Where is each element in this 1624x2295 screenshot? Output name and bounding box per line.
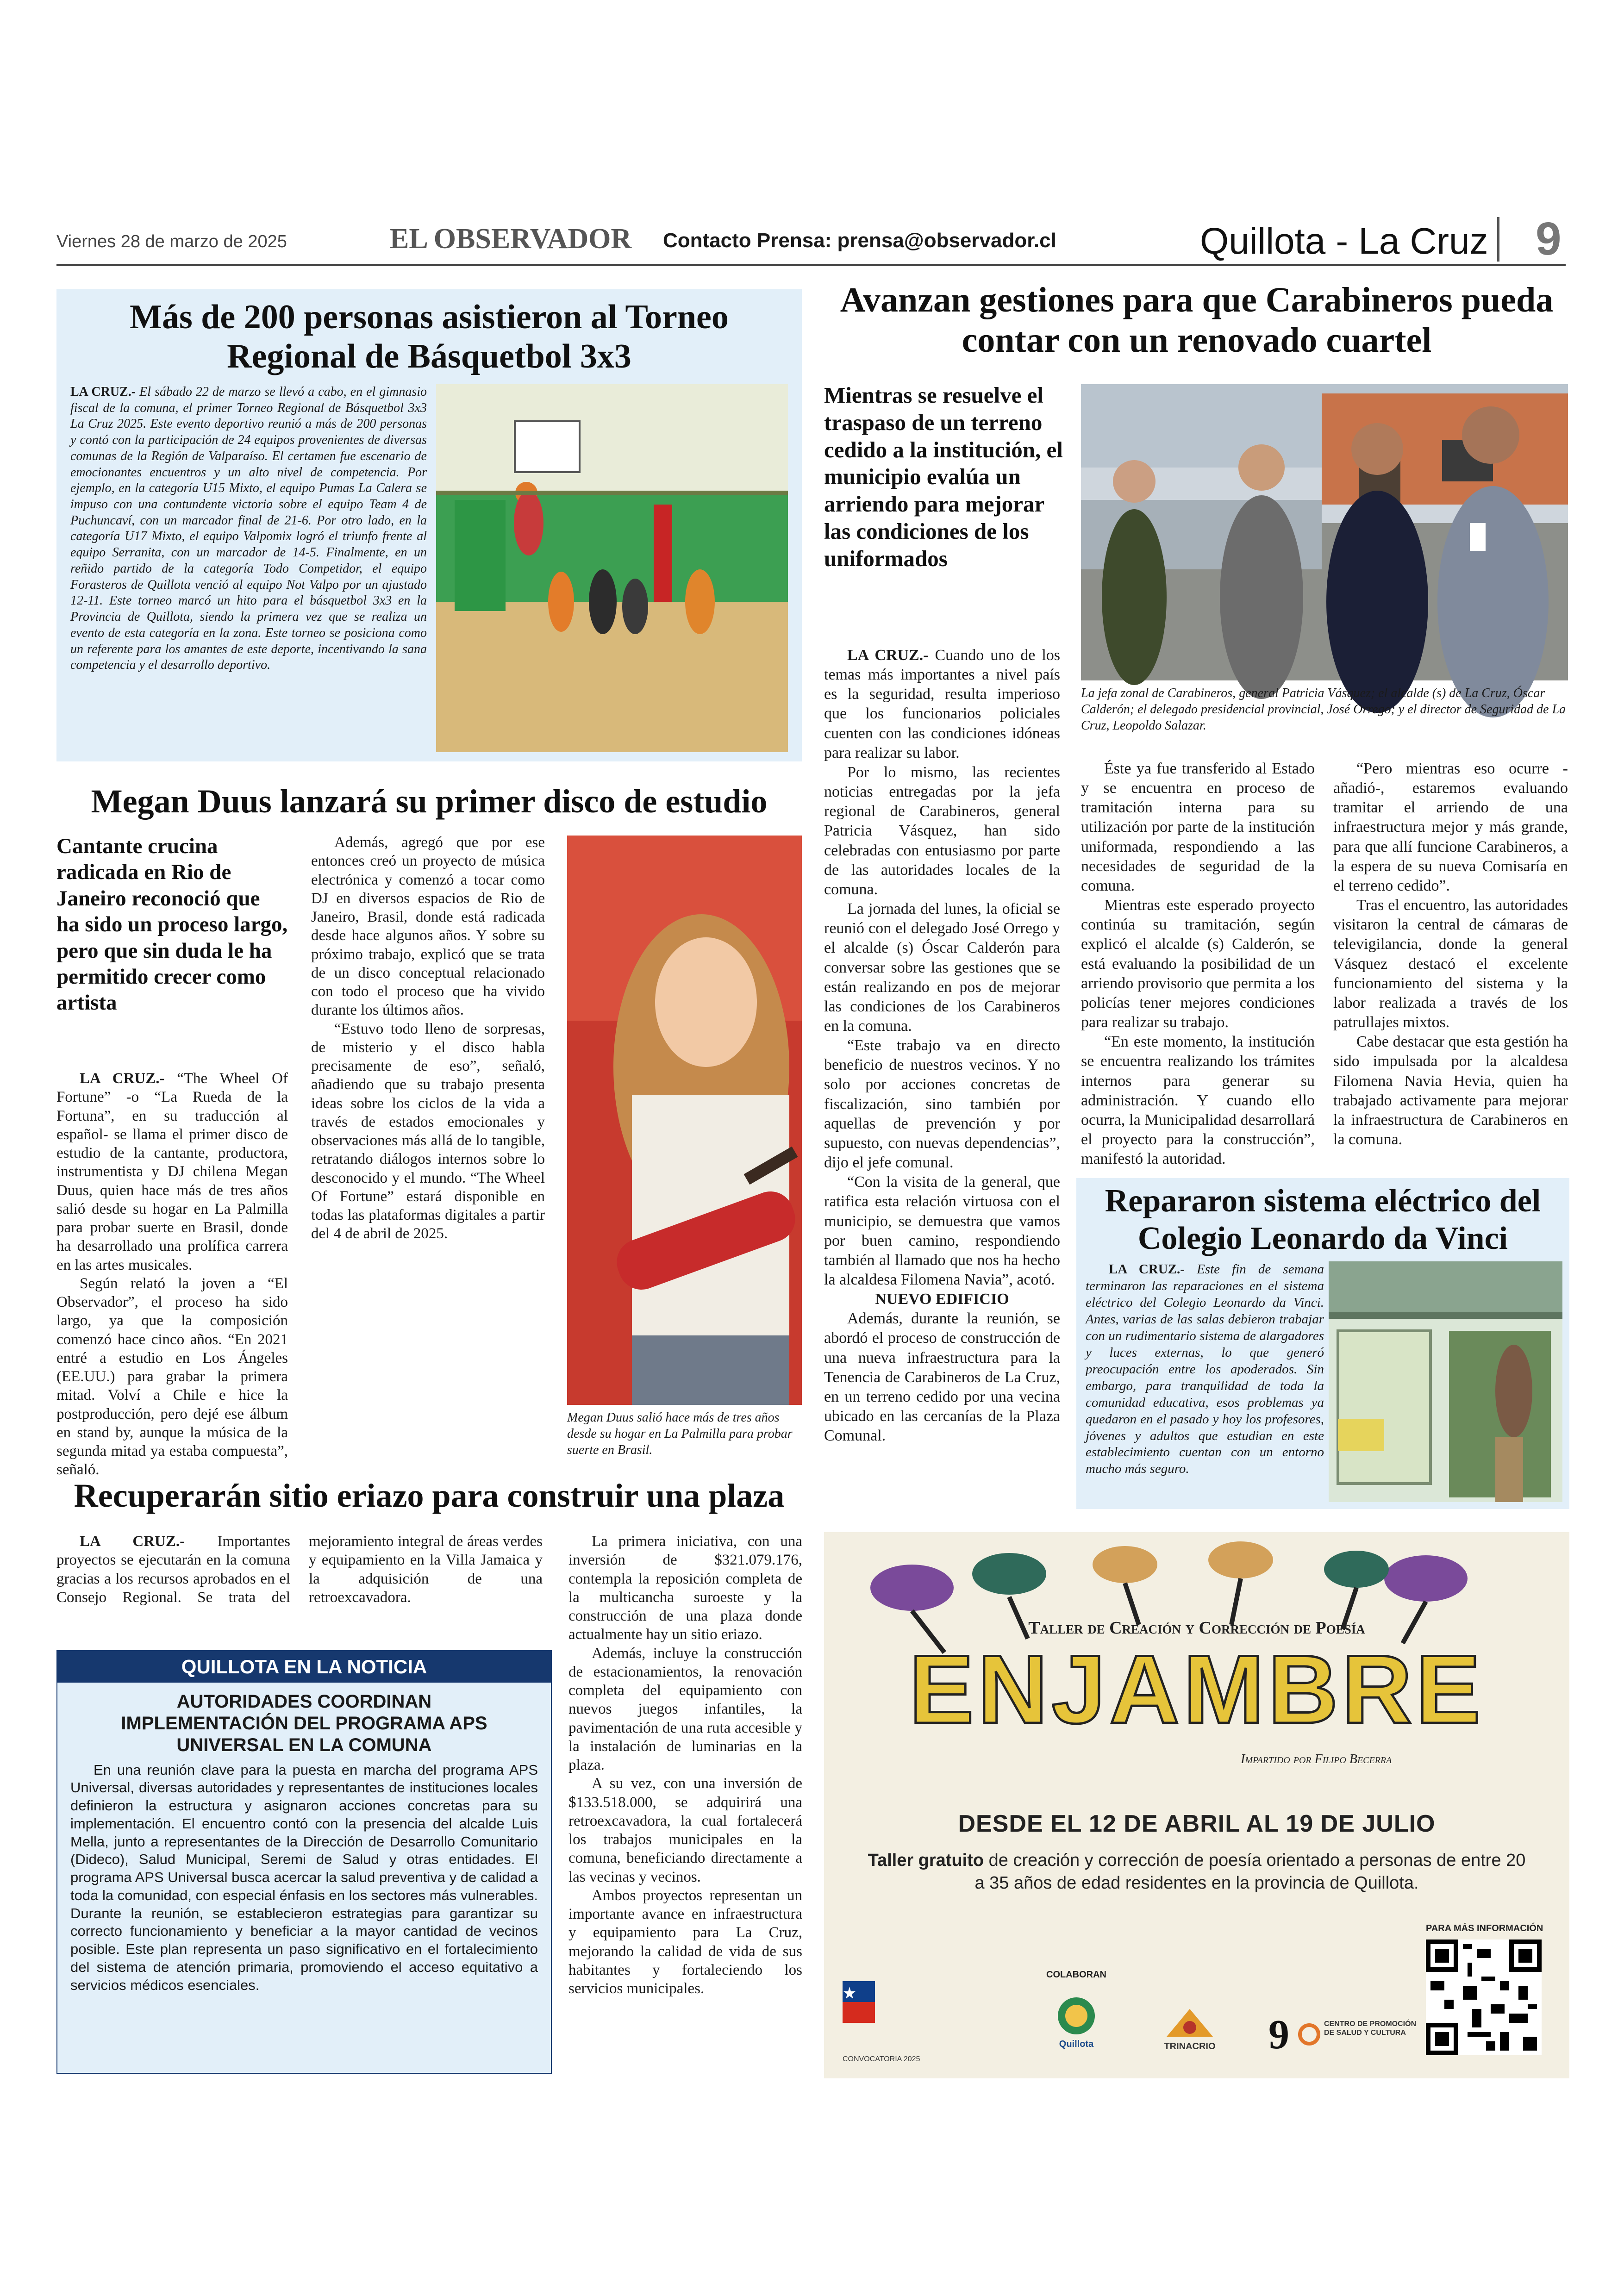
carab-headline: Avanzan gestiones para que Carabineros pueda contar con un renovado cuartel bbox=[840, 281, 1554, 360]
colegio-dateline: LA CRUZ.- bbox=[1109, 1262, 1185, 1277]
ad-description: Taller gratuito de creación y corrección de poesía orientado a personas de entre 20 a 35 años de edad residentes en la provincia de Quillota. bbox=[868, 1851, 1526, 1893]
svg-text:9: 9 bbox=[1268, 2012, 1289, 2058]
salud-cultura-logo: 9 CENTRO DE PROMOCIÓN DE SALUD Y CULTURA bbox=[1268, 2012, 1417, 2058]
basket-article bbox=[56, 289, 802, 761]
basket-dateline: LA CRUZ.- bbox=[70, 385, 136, 399]
header-divider bbox=[1497, 217, 1499, 262]
ministry-logo bbox=[843, 1981, 935, 2051]
qr-code bbox=[1426, 1940, 1542, 2055]
basket-headline: Más de 200 personas asistieron al Torneo Regional de Básquetbol 3x3 bbox=[130, 298, 729, 376]
trinacrio-logo: TRINACRIO bbox=[1148, 2007, 1231, 2052]
plaza-col-3: La primera iniciativa, con una inversión de $321.079.176, contempla la reposición completa de la multicancha suroeste y la construcción de una plaza donde actualmente hay un sitio eriazo. Además, incluye la construcción de estacionamientos, la renovación completa del equipamiento con nuevos juegos infantiles, la pavimentación de una ruta accesible y la instalación de luminarias en la plaza. A su vez, con una inversión de $133.518.000, se adquirirá una retroexcavadora, la cual fortalecerá los trabajos municipales en la comuna, beneficiando directamente a las vecinas y vecinos. Ambos proyectos representan un importante avance en infraestructura y equipamiento para La Cruz, mejorando la calidad de vida de sus habitantes y fortaleciendo los servicios municipales. bbox=[568, 1533, 802, 1997]
news-box-body: En una reunión clave para la puesta en marcha del programa APS Universal, diversas autoridades y representantes de instituciones locales definieron la estructura y asignaron acciones concretas para su implementación. El encuentro contó con la presencia del alcalde Luis Mella, junto a representantes de la Dirección de Desarrollo Comunitario (Dideco), Salud Municipal, Seremi de Salud y otras entidades. El programa APS Universal busca acercar la salud preventiva y de calidad a toda la comunidad, con especial énfasis en los sectores más vulnerables. Durante la reunión, se establecieron estrategias para garantizar su correcto funcionamiento y beneficiar a la mayor cantidad de vecinos posible. Este plan representa un paso significativo en el fortalecimiento del sistema de atención primaria, promoviendo el acceso equitativo a servicios médicos esenciales. bbox=[70, 1761, 538, 1993]
news-box-title: AUTORIDADES COORDINAN IMPLEMENTACIÓN DEL PROGRAMA APS UNIVERSAL EN LA COMUNA bbox=[121, 1691, 487, 1756]
colegio-photo bbox=[1329, 1261, 1562, 1502]
news-box-label: QUILLOTA EN LA NOTICIA bbox=[57, 1651, 551, 1683]
megan-col-1: LA CRUZ.- “The Wheel Of Fortune” -o “La Rueda de la Fortuna”, en su traducción al español- se llama el primer disco de estudio de la cantante, productora, instrumentista y DJ chilena Megan Duus, quien hace más de tres años salió desde su hogar en La Palmilla para probar suerte en Brasil, donde ha desarrollado una prolífica carrera en las artes musicales. Según relató la joven a “El Observador”, el proceso ha sido largo, ya que la composición comenzó hace cinco años. “En 2021 entré a estudio en Los Ángeles (EE.UU.) para grabar la primera mitad. Volví a Chile e hice la postproducción, pero dejé ese álbum en stand by, aunque la música de la segunda mitad ya estaba compuesta”, señaló. bbox=[56, 1070, 288, 1478]
newspaper-logo: EL OBSERVADOR bbox=[390, 223, 632, 255]
carab-subhead: NUEVO EDIFICIO bbox=[875, 1291, 1009, 1308]
enjambre-ad bbox=[824, 1532, 1569, 2078]
plaza-headline: Recuperarán sitio eriazo para construir una plaza bbox=[74, 1477, 785, 1514]
ad-collab-label: COLABORAN bbox=[1046, 1970, 1106, 1980]
carab-col-2: Éste ya fue transferido al Estado y se encuentra en proceso de tramitación interna para su utilización por parte de la institución uniformada, respondiendo a las necesidades de seguridad de la comuna. Mientras este esperado proyecto continúa su tramitación, según explicó el alcalde (s) Calderón, se está evaluando la posibilidad de un arriendo provisorio que permita a los policías tener mejores condiciones para realizar su trabajo. “En este momento, la institución se encuentra realizando los trámites internos para generar su administración. Y cuando ello ocurra, la Municipalidad desarrollará el proyecto para la construcción”, manifestó la autoridad. bbox=[1081, 760, 1315, 1168]
plaza-dateline: LA CRUZ.- bbox=[80, 1533, 185, 1550]
megan-photo-caption: Megan Duus salió hace más de tres años desde su hogar en La Palmilla para probar suerte en Brasil. bbox=[567, 1410, 793, 1457]
ad-subtitle: Taller de Creación y Corrección de Poesía bbox=[1028, 1618, 1365, 1638]
carab-col-1: LA CRUZ.- Cuando uno de los temas más importantes a nivel país es la seguridad, resulta imperioso que los funcionarios policiales cuenten con las condiciones idóneas para realizar su labor. Por lo mismo, las recientes noticias entregadas por la jefa regional de Carabineros, general Patricia Vásquez, han sido celebradas con entusiasmo por parte de las autoridades locales de la comuna. La jornada del lunes, la oficial se reunió con el delegado José Orrego y el alcalde (s) Óscar Calderón para conversar sobre las gestiones que se están realizando en pos de mejorar las condiciones de los Carabineros en la comuna. “Este trabajo va en directo beneficio de nuestros vecinos. Y no solo por acciones concretas de fiscalización, sino también por aquellas de prevención y por supuesto, con nuevas dependencias”, dijo el jefe comunal. “Con la visita de la general, que ratifica esta relación virtuosa con el municipio, se demuestra que vamos por buen camino, respondiendo también al llamado que nos ha hecho la alcaldesa Filomena Navia”, acotó. NUEVO EDIFICIO Además, durante la reunión, se abordó el proceso de construcción de una nueva infraestructura para la Tenencia de Carabineros de La Cruz, en un terreno cedido por una vecina ubicado en las cercanías de la Plaza Comunal. bbox=[824, 647, 1060, 1445]
quillota-logo: Quillota bbox=[1046, 1995, 1106, 2050]
ad-convocatoria: CONVOCATORIA 2025 bbox=[843, 2055, 920, 2063]
basket-body bbox=[70, 384, 427, 755]
colegio-body: LA CRUZ.- Este fin de semana terminaron las reparaciones en el sistema eléctrico del Colegio Leonardo da Vinci. Antes, varias de las salas debieron trabajar con un rudimentario sistema de alargadores y luces externas, lo que generó preocupación entre los apoderados. Sin embargo, para tranquilidad de toda la comunidad educativa, esos problemas ya quedaron en el pasado y hoy los profesores, jóvenes y adultos que estudian en este establecimiento cuentan con un entorno mucho más seguro. bbox=[1086, 1262, 1324, 1477]
carab-photo-caption: La jefa zonal de Carabineros, general Patricia Vásquez; el alcalde (s) de La Cruz, Óscar Calderón; el delegado presidencial provincial, José Orrego; y el director de Seguridad de La Cruz, Leopoldo Salazar. bbox=[1081, 686, 1566, 733]
press-contact: Contacto Prensa: prensa@observador.cl bbox=[663, 229, 1056, 252]
megan-photo bbox=[567, 836, 802, 1405]
page-number: 9 bbox=[1536, 213, 1562, 265]
basket-body-text: El sábado 22 de marzo se llevó a cabo, en el gimnasio fiscal de la comuna, el primer Torneo Regional de Básquetbol 3x3 La Cruz 2025. Este evento deportivo reunió a más de 200 personas y contó con la participación de 24 equipos provenientes de diversas comunas de la Región de Valparaíso. El certamen fue escenario de emocionantes encuentros y un alto nivel de competencia. Por ejemplo, en la categoría U15 Mixto, el equipo Pumas La Calera se impuso con una contundente victoria sobre el equipo Team 4 de Puchuncaví, con un marcador final de 21-6. Por otro lado, en la categoría U17 Mixto, el equipo Valpomix logró el triunfo frente al equipo Serranita, con un marcador de 14-5. Finalmente, en un reñido partido de la categoría Todo Competidor, el equipo Forasteros de Quillota venció al equipo Not Valpo por un ajustado 12-11. Este torneo marcó un hito para el básquetbol 3x3 en la Provincia de Quillota, siendo la primera vez que se realiza un evento de esta categoría en la zona. Este torneo se posiciona como un referente para los amantes de este deporte, incentivando la sana competencia y el desarrollo deportivo. bbox=[70, 385, 427, 673]
page-header bbox=[56, 211, 1566, 266]
issue-date: Viernes 28 de marzo de 2025 bbox=[56, 232, 287, 251]
ad-dates: DESDE EL 12 DE ABRIL AL 19 DE JULIO bbox=[958, 1810, 1436, 1837]
basket-photo bbox=[436, 384, 788, 752]
ad-more-info: PARA MÁS INFORMACIÓN bbox=[1426, 1923, 1543, 1933]
ad-author: Impartido por Filipo Becerra bbox=[1241, 1752, 1392, 1766]
carab-photo bbox=[1081, 384, 1568, 680]
megan-dateline: LA CRUZ.- bbox=[80, 1070, 165, 1087]
ad-title: ENJAMBRE bbox=[909, 1635, 1485, 1744]
section-name: Quillota - La Cruz bbox=[1200, 220, 1488, 262]
carab-col-3: “Pero mientras eso ocurre -añadió-, estaremos evaluando tramitar el arriendo de una infraestructura mejor y más grande, para que allí funcione Carabineros, a la espera de su nueva Comisaría en el terreno cedido”. Tras el encuentro, las autoridades visitaron la central de cámaras de televigilancia, donde la general Vásquez destacó el excelente funcionamiento del sistema y la labor realizada a través de los patrullajes mixtos. Cabe destacar que esta gestión ha sido impulsada por la alcaldesa Filomena Navia Hevia, quien ha trabajado activamente para mejorar la infraestructura de Carabineros en la comuna. bbox=[1333, 760, 1568, 1148]
carab-dateline: LA CRUZ.- bbox=[847, 647, 929, 664]
megan-col-2: Además, agregó que por ese entonces creó un proyecto de música electrónica y comenzó a tocar como DJ en diversos espacios de Rio de Janeiro, Brasil, donde está radicada desde hace algunos años. Y sobre su próximo trabajo, explicó que se trata de un disco conceptual relacionado con todo el proceso que ha vivido durante los últimos años. “Estuvo todo lleno de sorpresas, de misterio y el disco habla precisamente de eso”, señaló, añadiendo que su trabajo presenta ideas sobre los ciclos de la vida a través de estados emocionales y observaciones más allá de lo tangible, retratando diálogos internos sobre lo desconocido y el mundo. “The Wheel Of Fortune” estará disponible en todas las plataformas digitales a partir del 4 de abril de 2025. bbox=[311, 834, 545, 1242]
megan-headline: Megan Duus lanzará su primer disco de estudio bbox=[91, 783, 768, 820]
colegio-headline: Repararon sistema eléctrico del Colegio Leonardo da Vinci bbox=[1105, 1183, 1541, 1256]
plaza-col-1: LA CRUZ.- Importantes proyectos se ejecutarán en la comuna gracias a los recursos aprobados en el Consejo Regional. Se trata del mejoramiento integral de áreas verdes y equipamiento en la Villa Jamaica y la adquisición de una retroexcavadora. bbox=[56, 1533, 543, 1606]
carab-deck: Mientras se resuelve el traspaso de un terreno cedido a la institución, el municipio evalúa un arriendo para mejorar las condiciones de los uniformados bbox=[824, 382, 1063, 571]
colegio-article bbox=[1076, 1178, 1569, 1509]
news-box bbox=[56, 1650, 552, 2074]
megan-deck: Cantante crucina radicada en Rio de Janeiro reconoció que ha sido un proceso largo, pero que sin duda le ha permitido crecer como artista bbox=[56, 834, 288, 1015]
